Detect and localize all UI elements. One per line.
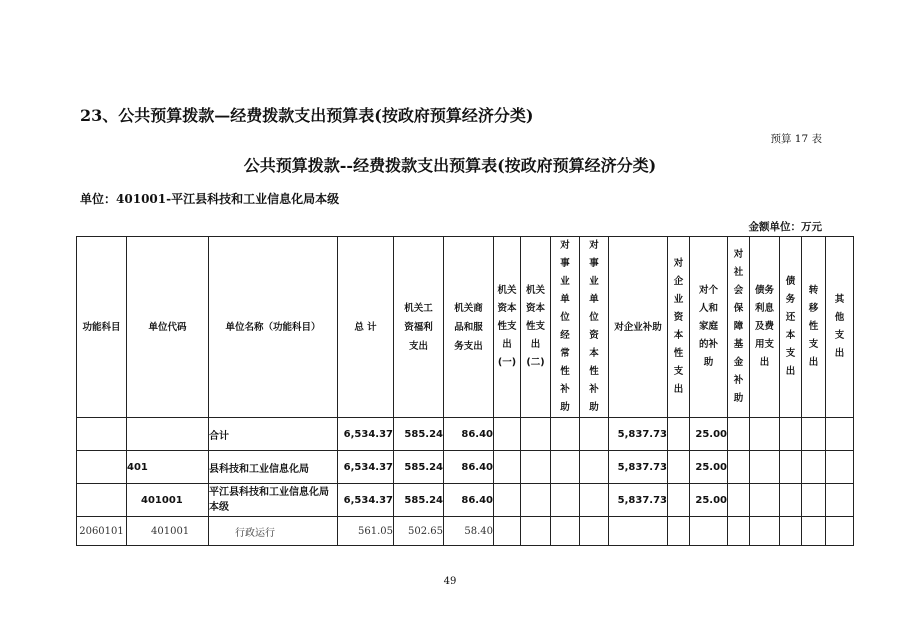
col-header: 其他支出 (826, 237, 854, 418)
cell-inst-reg (551, 451, 580, 484)
cell-debt-int (750, 517, 780, 546)
cell-other (826, 451, 854, 484)
cell-other (826, 418, 854, 451)
page-number: 49 (443, 576, 457, 587)
cell-other (826, 484, 854, 517)
cell-total: 6,534.37 (338, 484, 394, 517)
cell-total: 6,534.37 (338, 418, 394, 451)
cell-enterprise: 5,837.73 (609, 418, 668, 451)
col-header: 单位名称（功能科目） (209, 237, 338, 418)
col-header: 机关资本性支出(二) (521, 237, 551, 418)
cell-enterprise: 5,837.73 (609, 451, 668, 484)
cell-transfer (802, 418, 826, 451)
col-header: 对企业资本性支出 (668, 237, 690, 418)
col-header: 单位代码 (127, 237, 209, 418)
header-row (77, 237, 854, 418)
cell-unit-code: 401001 (127, 517, 209, 546)
cell-unit-name: 平江县科技和工业信息化局本级 (209, 484, 338, 517)
cell-inst-cap (580, 484, 609, 517)
money-unit: 金额单位：万元 (748, 221, 822, 233)
cell-enterprise (609, 517, 668, 546)
cell-other (826, 517, 854, 546)
cell-social (728, 517, 750, 546)
cell-personal: 25.00 (690, 451, 728, 484)
cell-goods: 86.40 (444, 418, 494, 451)
cell-cap1 (494, 517, 521, 546)
cell-personal: 25.00 (690, 484, 728, 517)
cell-function-code: 2060101 (77, 517, 127, 546)
table-number: 预算 17 表 (770, 133, 822, 145)
cell-unit-code: 401001 (127, 484, 209, 517)
table-row (77, 484, 854, 517)
cell-unit-code (127, 418, 209, 451)
cell-debt-prin (780, 451, 802, 484)
cell-inst-reg (551, 517, 580, 546)
cell-unit-name: 县科技和工业信息化局 (209, 451, 338, 484)
cell-ent-cap (668, 451, 690, 484)
cell-debt-prin (780, 418, 802, 451)
cell-salary: 502.65 (394, 517, 444, 546)
cell-ent-cap (668, 418, 690, 451)
cell-ent-cap (668, 484, 690, 517)
cell-inst-reg (551, 484, 580, 517)
cell-enterprise: 5,837.73 (609, 484, 668, 517)
col-header: 对事业单位经常性补助 (551, 237, 580, 418)
cell-unit-name: 行政运行 (209, 517, 338, 546)
cell-cap1 (494, 484, 521, 517)
cell-unit-code: 401 (127, 451, 209, 484)
col-header: 债务利息及费用支出 (750, 237, 780, 418)
cell-total: 561.05 (338, 517, 394, 546)
cell-inst-cap (580, 418, 609, 451)
cell-cap2 (521, 484, 551, 517)
unit-line (80, 190, 339, 207)
col-header: 对事业单位资本性补助 (580, 237, 609, 418)
col-header: 对社会保障基金补助 (728, 237, 750, 418)
cell-function-code (77, 484, 127, 517)
table-row (77, 517, 854, 546)
cell-debt-int (750, 451, 780, 484)
cell-debt-int (750, 484, 780, 517)
col-header: 机关商品和服务支出 (444, 237, 494, 418)
main-title: 公共预算拨款--经费拨款支出预算表(按政府预算经济分类) (243, 156, 657, 175)
cell-debt-prin (780, 484, 802, 517)
cell-goods: 86.40 (444, 484, 494, 517)
col-header: 总 计 (338, 237, 394, 418)
cell-inst-reg (551, 418, 580, 451)
col-header: 债务还本支出 (780, 237, 802, 418)
cell-social (728, 418, 750, 451)
cell-cap2 (521, 451, 551, 484)
section-title: 23、公共预算拨款—经费拨款支出预算表(按政府预算经济分类) (80, 106, 534, 125)
cell-salary: 585.24 (394, 484, 444, 517)
col-header: 机关资本性支出(一) (494, 237, 521, 418)
unit-label: 单位： (80, 192, 117, 206)
unit-value: 401001-平江县科技和工业信息化局本级 (116, 192, 340, 206)
col-header: 机关工资福利支出 (394, 237, 444, 418)
cell-transfer (802, 451, 826, 484)
cell-inst-cap (580, 451, 609, 484)
cell-goods: 58.40 (444, 517, 494, 546)
cell-unit-name: 合计 (209, 418, 338, 451)
col-header: 对个人和家庭的补助 (690, 237, 728, 418)
cell-cap1 (494, 418, 521, 451)
cell-function-code (77, 418, 127, 451)
col-header: 对企业补助 (609, 237, 668, 418)
cell-salary: 585.24 (394, 418, 444, 451)
cell-transfer (802, 517, 826, 546)
cell-transfer (802, 484, 826, 517)
cell-cap2 (521, 418, 551, 451)
table-row (77, 418, 854, 451)
col-header: 转移性支出 (802, 237, 826, 418)
cell-ent-cap (668, 517, 690, 546)
cell-personal: 25.00 (690, 418, 728, 451)
cell-social (728, 484, 750, 517)
cell-function-code (77, 451, 127, 484)
cell-cap2 (521, 517, 551, 546)
col-header: 功能科目 (77, 237, 127, 418)
cell-salary: 585.24 (394, 451, 444, 484)
cell-social (728, 451, 750, 484)
cell-inst-cap (580, 517, 609, 546)
table-row (77, 451, 854, 484)
cell-total: 6,534.37 (338, 451, 394, 484)
cell-debt-int (750, 418, 780, 451)
cell-cap1 (494, 451, 521, 484)
cell-goods: 86.40 (444, 451, 494, 484)
cell-personal (690, 517, 728, 546)
budget-table (76, 236, 854, 546)
cell-debt-prin (780, 517, 802, 546)
